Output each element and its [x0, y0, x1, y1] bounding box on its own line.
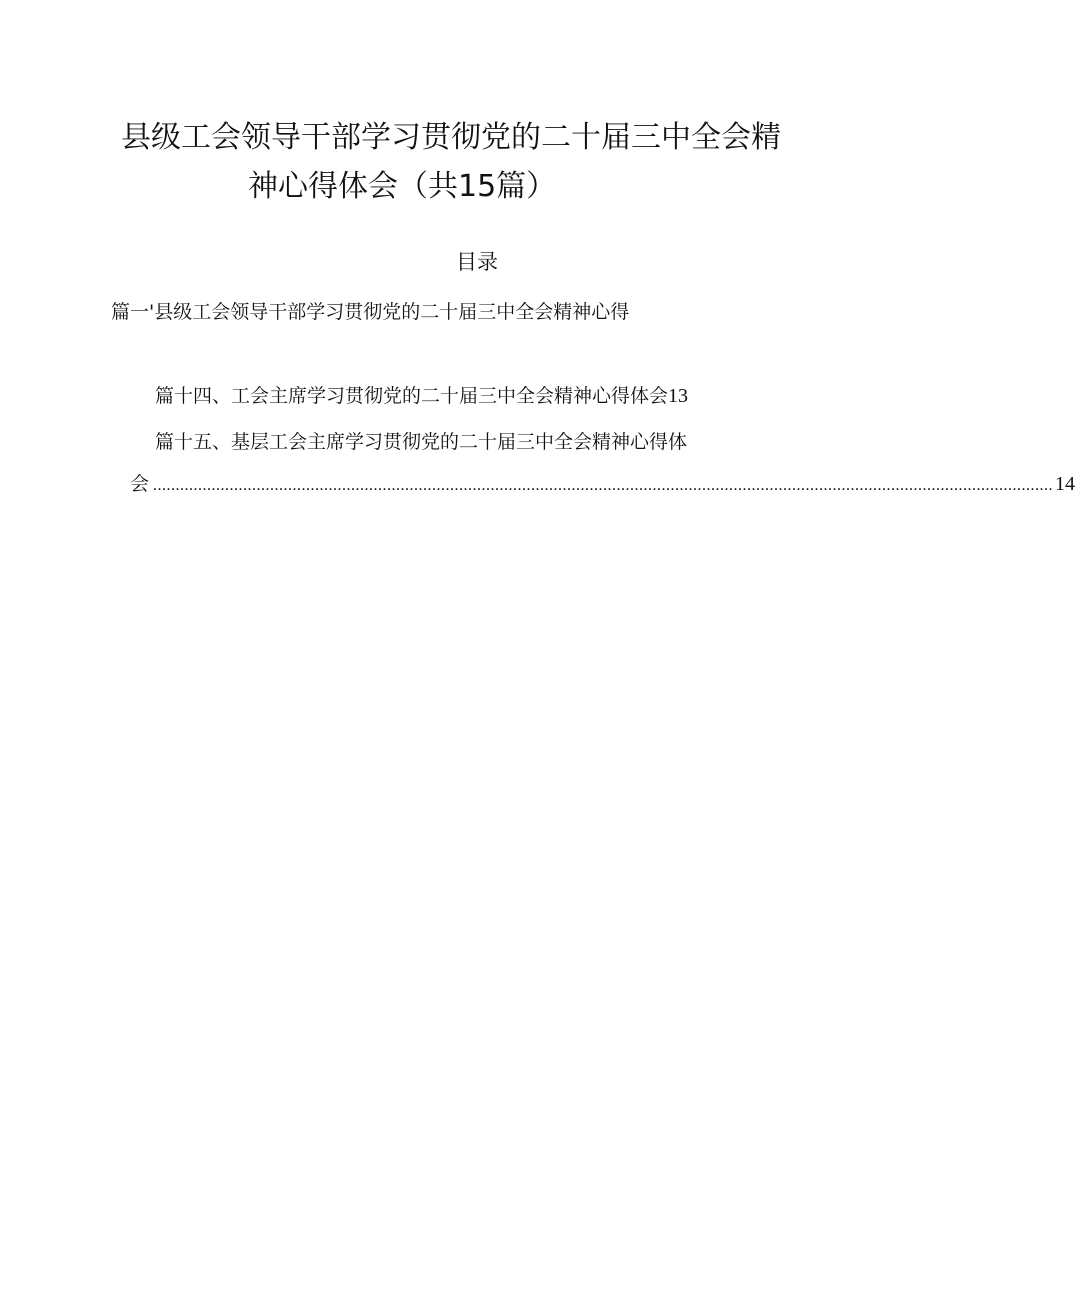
toc-entry[interactable] [155, 428, 687, 456]
toc-entry-text: 篇十五、基层工会主席学习贯彻党的二十届三中全会精神心得体 [155, 431, 688, 453]
toc-dot-leader: ........................................................................................................................................................................................................ [153, 477, 1054, 494]
document-title-line-2: 神心得体会（共15篇） [248, 169, 557, 204]
toc-page-number: 14 [1055, 473, 1075, 495]
toc-entry-text: 篇十四、工会主席学习贯彻党的二十届三中全会精神心得体会 [155, 385, 669, 407]
toc-page-number: 13 [668, 385, 689, 407]
document-title-line-1: 县级工会领导干部学习贯彻党的二十届三中全会精 [121, 120, 781, 155]
toc-entry-text-continuation: 会 [130, 473, 150, 495]
toc-heading: 目录 [456, 250, 498, 274]
toc-entry-text: 篇一'县级工会领导干部学习贯彻党的二十届三中全会精神心得 [111, 301, 630, 323]
toc-entry[interactable] [111, 298, 629, 326]
toc-entry[interactable] [155, 382, 688, 410]
toc-entry-continuation[interactable] [130, 470, 1075, 500]
